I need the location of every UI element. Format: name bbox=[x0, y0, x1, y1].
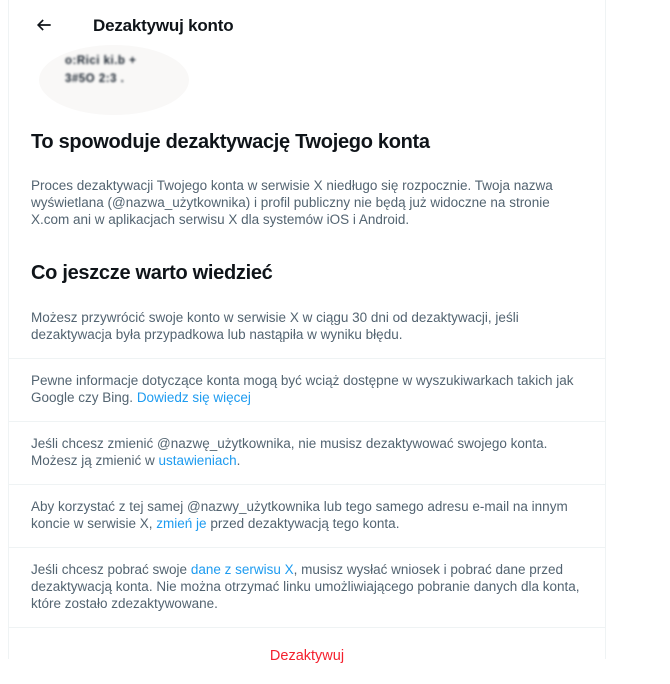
info-text: Możesz przywrócić swoje konto w serwisie X w ciągu 30 dni od dezaktywacji, jeśli dezaktywacja była przypadkowa lub nastąpiła w wyniku błędu. bbox=[31, 310, 519, 342]
info-row-reuse-username-email bbox=[9, 485, 605, 548]
info-row-restore bbox=[9, 294, 605, 359]
deactivate-button[interactable]: Dezaktywuj bbox=[269, 648, 345, 664]
info-row-change-username bbox=[9, 422, 605, 485]
page-header bbox=[9, 0, 605, 41]
redacted-user-lines bbox=[65, 55, 136, 85]
redacted-user-info bbox=[39, 47, 239, 113]
info-list bbox=[9, 294, 605, 628]
info-row-download-data bbox=[9, 548, 605, 628]
info-text: Jeśli chcesz pobrać swoje bbox=[31, 562, 191, 577]
info-text: przed dezaktywacją tego konta. bbox=[206, 516, 400, 531]
x-data-link[interactable]: dane z serwisu X bbox=[190, 562, 294, 577]
back-arrow-icon bbox=[34, 15, 54, 38]
user-handle-redacted: 3#5O 2:3 . bbox=[65, 73, 125, 85]
back-button[interactable] bbox=[33, 15, 55, 37]
learn-more-link[interactable]: Dowiedz się więcej bbox=[136, 390, 251, 405]
section-heading-good-to-know: Co jeszcze warto wiedzieć bbox=[31, 262, 273, 284]
deactivate-account-page bbox=[8, 0, 606, 664]
user-display-name-redacted: o:Rici ki.b + bbox=[65, 55, 137, 67]
info-text: Pewne informacje dotyczące konta mogą być wciąż dostępne w wyszukiwarkach takich jak Google czy Bing. bbox=[31, 373, 574, 405]
info-text: , musisz wysłać wniosek i pobrać dane przed dezaktywacją konta. Nie można otrzymać linku umożliwiającego pobranie danych dla konta, które zostało zdezaktywowane. bbox=[31, 562, 580, 611]
change-them-link[interactable]: zmień je bbox=[156, 516, 207, 531]
info-text: Aby korzystać z tej samej @nazwy_użytkownika lub tego samego adresu e-mail na innym koncie w serwisie X, bbox=[31, 499, 568, 531]
section-heading-deactivation: To spowoduje dezaktywację Twojego konta bbox=[31, 131, 430, 153]
page-title: Dezaktywuj konto bbox=[93, 16, 234, 35]
settings-link[interactable]: ustawieniach bbox=[158, 453, 237, 468]
info-text: . bbox=[236, 453, 241, 468]
deactivate-row bbox=[9, 628, 605, 684]
info-row-search-engines bbox=[9, 359, 605, 422]
info-text: Jeśli chcesz zmienić @nazwę_użytkownika, nie musisz dezaktywować swojego konta. Możesz ją zmienić w bbox=[31, 436, 548, 468]
deactivation-description: Proces dezaktywacji Twojego konta w serwisie X niedługo się rozpocznie. Twoja nazwa wyświetlana (@nazwa_użytkownika) i profil publiczny nie będą już widoczne na stronie X.com ani w aplikacjach serwisu X dla systemów iOS i Android. bbox=[31, 178, 553, 227]
